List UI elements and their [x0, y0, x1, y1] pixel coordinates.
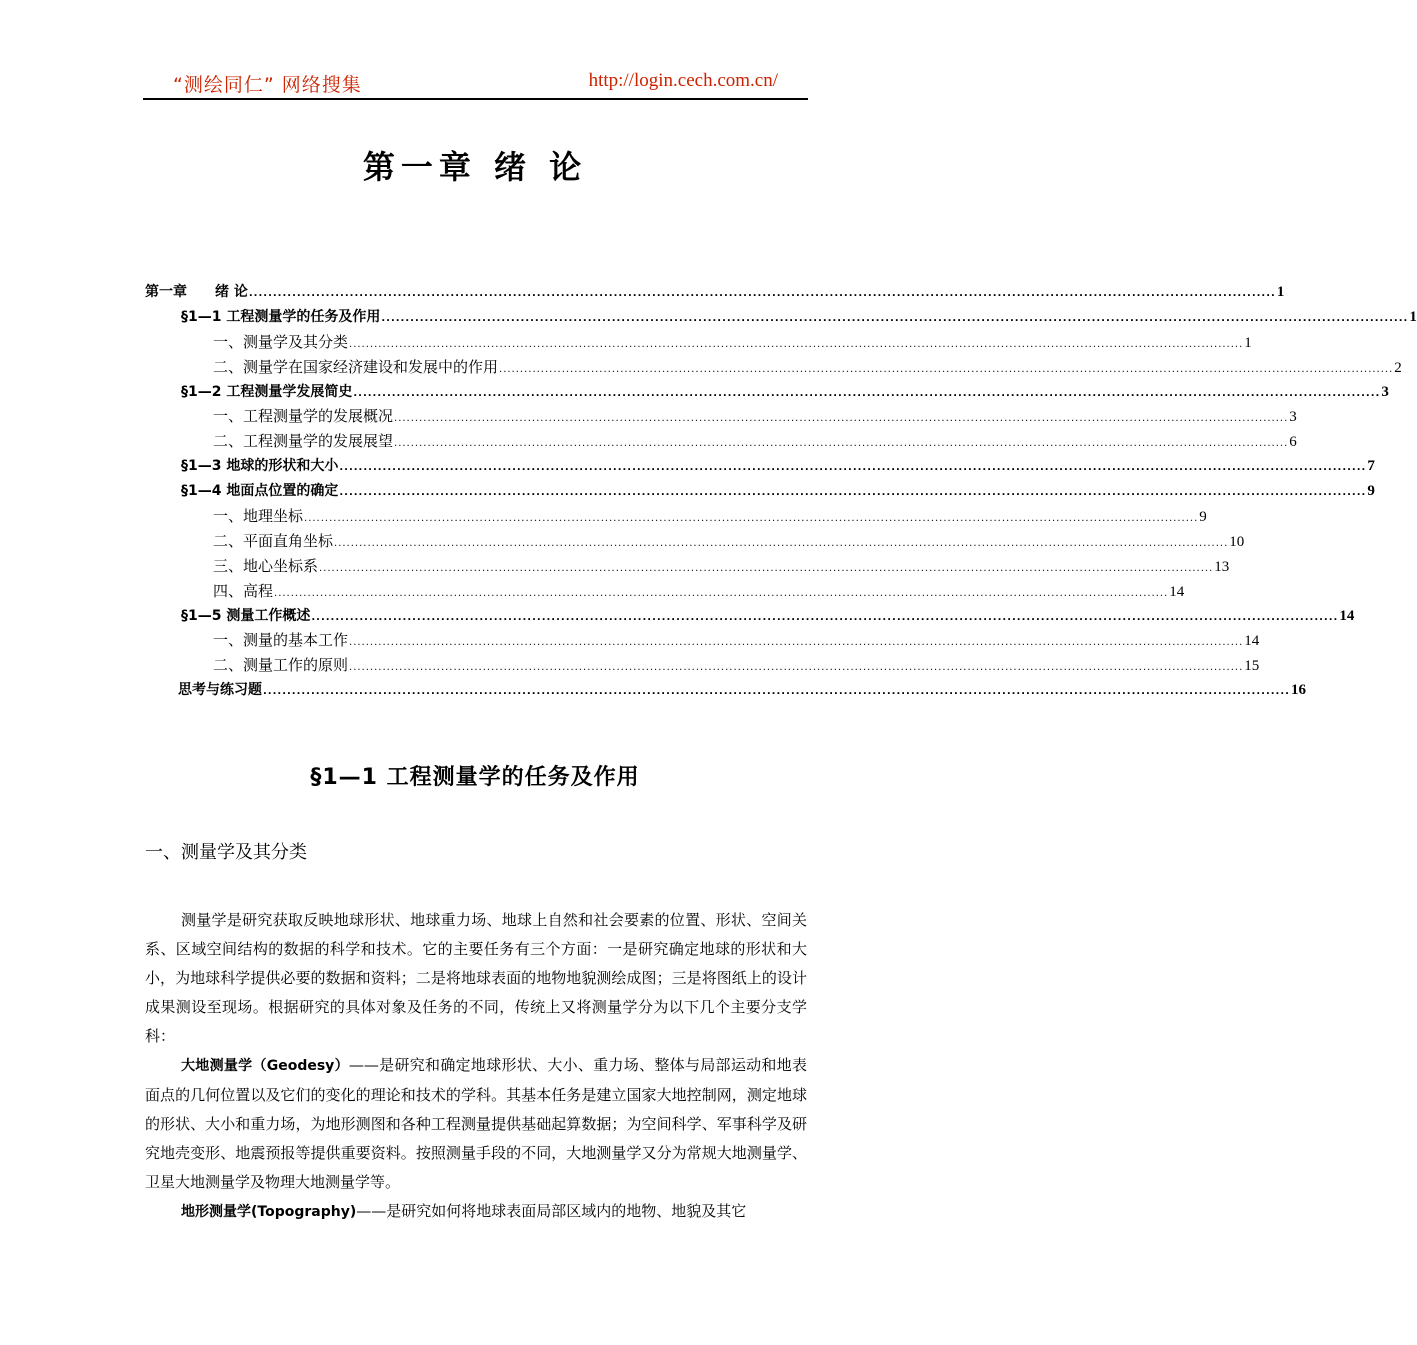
- toc-entry-label: §1—2 工程测量学发展简史: [181, 383, 353, 400]
- toc-entry[interactable]: [145, 529, 1245, 554]
- toc-entry[interactable]: [145, 305, 1417, 330]
- toc-leader: ......................................................................................................................................................................................................................: [311, 611, 1339, 623]
- toc-leader: ......................................................................................................................................................................................................................: [304, 513, 1199, 525]
- chapter-title: 第一章 绪 论: [362, 148, 588, 186]
- toc-entry-label: 一、地理坐标: [213, 507, 304, 526]
- toc-entry-label: 二、平面直角坐标: [213, 531, 334, 550]
- toc-leader: ......................................................................................................................................................................................................................: [349, 637, 1244, 649]
- toc-leader: ......................................................................................................................................................................................................................: [334, 537, 1229, 549]
- toc-entry-page: 1: [1409, 308, 1417, 325]
- toc-entry-label: §1—1 工程测量学的任务及作用: [181, 308, 381, 325]
- toc-entry-page: 9: [1367, 483, 1375, 500]
- toc-leader: ......................................................................................................................................................................................................................: [394, 438, 1289, 450]
- subsection-title: 一、测量学及其分类: [145, 842, 307, 863]
- toc-entry-label: 一、测量的基本工作: [213, 631, 349, 650]
- toc-leader: ......................................................................................................................................................................................................................: [248, 288, 1276, 299]
- toc-entry-label: 二、工程测量学的发展展望: [213, 432, 394, 451]
- paragraph: 测量学是研究获取反映地球形状、地球重力场、地球上自然和社会要素的位置、形状、空间关系、区域空间结构的数据的科学和技术。它的主要任务有三个方面：一是研究确定地球的形状和大小，为地球科学提供必要的数据和资料；二是将地球表面的地物地貌测绘成图；三是将图纸上的设计成果测设至现场。根据研究的具体对象及任务的不同，传统上又将测量学分为以下几个主要分支学科：: [145, 911, 807, 1045]
- toc-entry-page: 9: [1199, 509, 1207, 526]
- body-text: [145, 906, 807, 1227]
- toc-entry[interactable]: [145, 628, 1260, 653]
- toc-entry[interactable]: [145, 330, 1252, 355]
- toc-entry-page: 14: [1169, 583, 1185, 600]
- toc-entry-label: §1—4 地面点位置的确定: [181, 483, 339, 500]
- toc-leader: ......................................................................................................................................................................................................................: [319, 562, 1214, 574]
- toc-entry[interactable]: [145, 579, 1185, 604]
- toc-entry-page: 7: [1367, 458, 1375, 475]
- toc-entry-label: 一、测量学及其分类: [213, 332, 349, 351]
- toc-entry[interactable]: [145, 653, 1260, 678]
- table-of-contents: [145, 280, 1417, 703]
- toc-entry-label: 二、测量学在国家经济建设和发展中的作用: [213, 357, 499, 376]
- paragraph-text: ——是研究和确定地球形状、大小、重力场、整体与局部运动和地表面点的几何位置以及它们的变化的理论和技术的学科。其基本任务是建立国家大地控制网，测定地球的形状、大小和重力场，为地形测图和各种工程测量提供基础起算数据；为空间科学、军事科学及研究地壳变形、地震预报等提供重要资料。按照测量手段的不同，大地测量学又分为常规大地测量学、卫星大地测量学及物理大地测量学等。: [145, 1056, 807, 1191]
- toc-entry-page: 1: [1276, 284, 1285, 300]
- toc-entry[interactable]: [145, 604, 1355, 629]
- toc-entry-page: 2: [1394, 359, 1402, 376]
- toc-entry-page: 3: [1289, 409, 1297, 426]
- toc-entry-page: 6: [1289, 434, 1297, 451]
- toc-entry[interactable]: [145, 554, 1230, 579]
- toc-entry[interactable]: [145, 380, 1389, 405]
- toc-entry-label: §1—5 测量工作概述: [181, 607, 311, 624]
- toc-entry[interactable]: [145, 429, 1297, 454]
- paragraph: [145, 1051, 807, 1197]
- header-source-label: “测绘同仁” 网络搜集: [173, 74, 362, 96]
- toc-entry-page: 14: [1244, 633, 1260, 650]
- toc-leader: ......................................................................................................................................................................................................................: [339, 487, 1367, 499]
- toc-entry-label: 四、高程: [213, 581, 274, 600]
- paragraph-text: ——是研究如何将地球表面局部区域内的地物、地貌及其它: [356, 1202, 747, 1220]
- toc-leader: ......................................................................................................................................................................................................................: [339, 462, 1367, 474]
- toc-entry-label: 三、地心坐标系: [213, 556, 319, 575]
- toc-leader: ......................................................................................................................................................................................................................: [499, 363, 1394, 375]
- toc-entry[interactable]: [145, 454, 1375, 479]
- toc-entry[interactable]: [145, 280, 1285, 305]
- toc-entry-label: 二、测量工作的原则: [213, 656, 349, 675]
- toc-entry-page: 15: [1244, 658, 1260, 675]
- toc-entry-page: 13: [1214, 558, 1230, 575]
- toc-entry[interactable]: [145, 404, 1297, 429]
- toc-entry-page: 14: [1339, 607, 1355, 624]
- toc-leader: ......................................................................................................................................................................................................................: [394, 413, 1289, 425]
- toc-entry[interactable]: [145, 504, 1207, 529]
- section-title: §1—1 工程测量学的任务及作用: [310, 765, 640, 790]
- toc-entry-page: 1: [1244, 334, 1252, 351]
- toc-leader: ......................................................................................................................................................................................................................: [381, 312, 1409, 324]
- toc-leader: ......................................................................................................................................................................................................................: [353, 387, 1381, 399]
- toc-leader: ......................................................................................................................................................................................................................: [349, 338, 1244, 350]
- toc-entry[interactable]: [145, 678, 1306, 703]
- header-url[interactable]: http://login.cech.com.cn/: [588, 70, 778, 91]
- toc-leader: ......................................................................................................................................................................................................................: [263, 686, 1290, 698]
- term-geodesy: 大地测量学（Geodesy）: [181, 1058, 349, 1074]
- toc-entry-page: 16: [1290, 682, 1306, 699]
- toc-entry-label: 第一章 绪 论: [145, 284, 248, 300]
- toc-entry-label: 一、工程测量学的发展概况: [213, 407, 394, 426]
- toc-leader: ......................................................................................................................................................................................................................: [274, 587, 1169, 599]
- term-topography: 地形测量学(Topography): [181, 1204, 357, 1220]
- toc-entry-page: 10: [1229, 533, 1245, 550]
- toc-entry-label: 思考与练习题: [178, 682, 262, 699]
- toc-entry[interactable]: [145, 355, 1402, 380]
- page-header: [143, 66, 808, 100]
- toc-leader: ......................................................................................................................................................................................................................: [349, 662, 1244, 674]
- toc-entry-label: §1—3 地球的形状和大小: [181, 458, 339, 475]
- toc-entry-page: 3: [1381, 383, 1389, 400]
- paragraph: [145, 1197, 807, 1227]
- toc-entry[interactable]: [145, 479, 1375, 504]
